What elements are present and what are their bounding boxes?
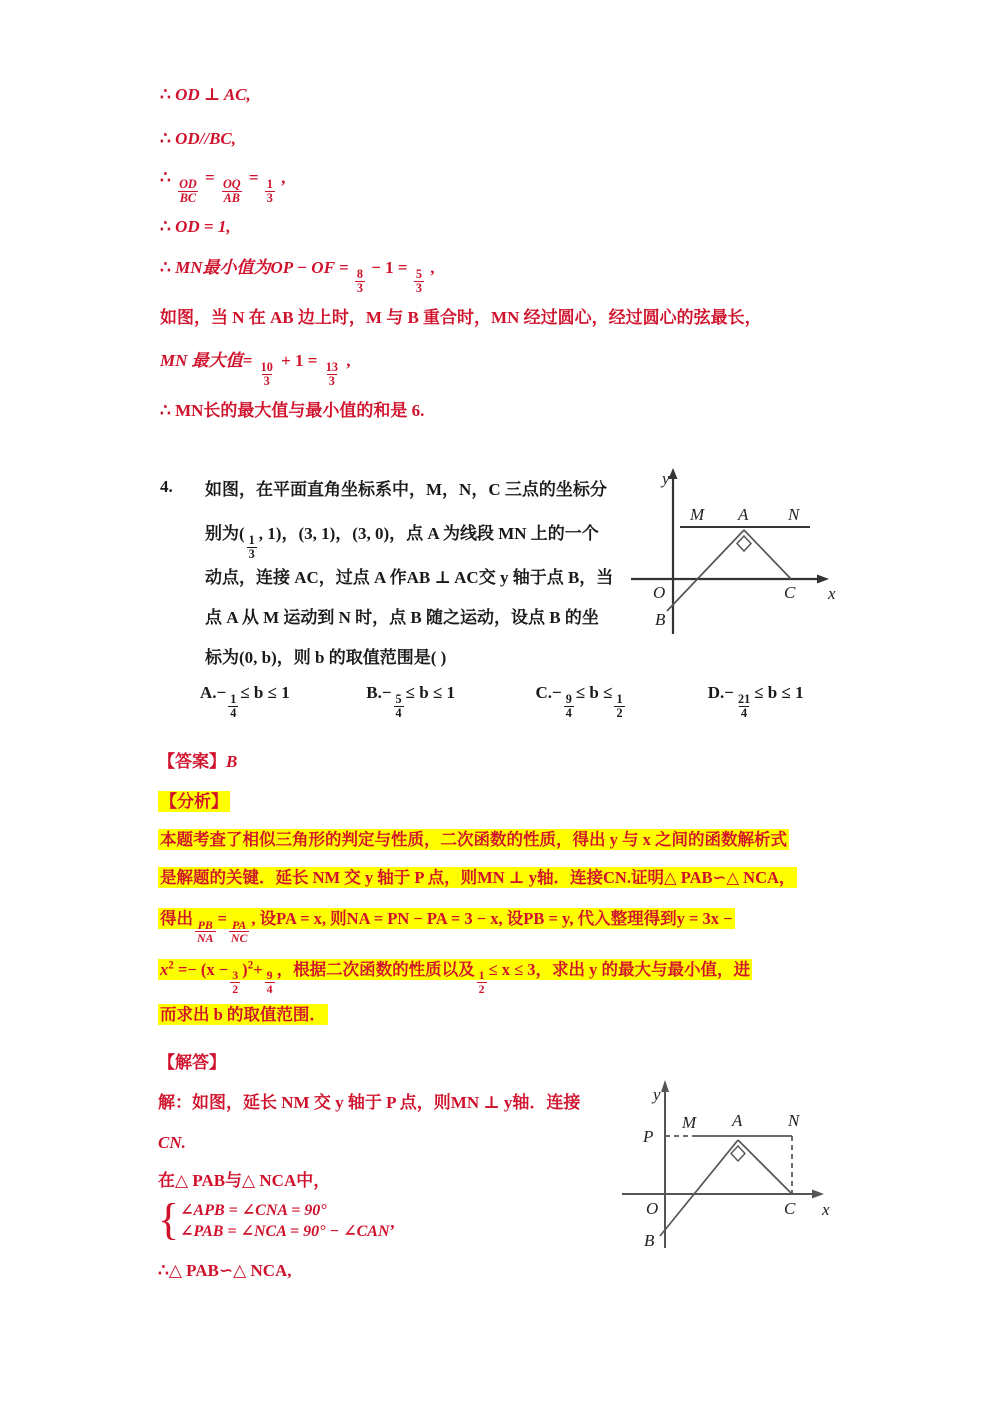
fraction-od-bc [177,178,199,205]
option-c-tail: ≤ b ≤ [575,683,613,702]
figure-label-n: N [788,1111,800,1130]
segment-ba [667,530,744,611]
option-c-label: C. [535,683,553,702]
analysis-line-1 [158,827,789,853]
fraction-denominator: 3 [248,546,255,561]
fraction-denominator: NC [230,931,248,946]
figure-label-o: O [653,583,666,602]
fraction-denominator: 4 [395,705,402,720]
figure-label-m: M [682,1113,697,1132]
figure-label-y-axis: y [653,1085,661,1104]
fraction-numerator: OD [179,177,197,192]
analysis-line-4-a: x [160,959,169,979]
option-c-fraction-2 [614,693,624,720]
therefore-symbol: ∴ [160,168,171,187]
fraction-denominator: 4 [230,705,237,720]
solution-line-4 [158,1258,292,1284]
exponent-2b: 2 [247,959,254,971]
figure-top-coordinate-diagram [625,462,850,642]
option-a-tail: ≤ b ≤ 1 [240,683,290,702]
proof-line-1-text: OD ⊥ AC, [175,85,251,104]
fraction-pb-na [195,919,216,945]
figure-label-p: P [643,1127,654,1146]
fraction-one-third [265,178,275,205]
fraction-denominator: 3 [328,373,335,388]
segment-ba [660,1140,738,1236]
proof-line-7-text-b: + 1 = [281,351,318,370]
figure-label-b: B [655,610,666,629]
fraction-denominator: AB [223,190,240,205]
figure-label-a: A [732,1111,743,1130]
proof-line-1 [160,82,251,108]
fraction-oq-ab [221,178,243,205]
x-axis-arrow-icon [812,1190,824,1199]
comma: , [346,351,351,370]
analysis-line-3-text [158,908,735,946]
fraction-denominator: 2 [478,981,485,996]
fraction-numerator: 13 [325,360,338,375]
solution-label: 【解答】 [158,1053,226,1072]
solution-line-2: CN. [158,1133,186,1152]
analysis-line-3-b: , 设PA = x, 则NA = PN − PA = 3 − x, 设PB = y, 代入整理得到y = 3x − [251,909,733,928]
fraction-numerator: PA [232,917,247,932]
option-d-minus: − [724,683,734,702]
fraction-numerator: 1 [248,533,255,548]
therefore-symbol: ∴ [160,258,171,277]
analysis-line-3-a: 得出 [160,909,193,928]
fraction-numerator: 3 [232,968,239,983]
fraction-numerator: 5 [395,692,402,707]
y-axis-arrow-icon [669,468,678,479]
system-equation-1: ∠APB = ∠CNA = 90° [180,1202,327,1219]
equals-sign: = [205,168,215,187]
solution-line-4-text: △ PAB∽△ NCA, [168,1261,292,1280]
figure-label-c: C [784,1199,796,1218]
option-c-fraction [564,693,574,720]
fraction-numerator: OQ [222,177,241,192]
figure-label-a: A [738,505,749,524]
analysis-line-4-c: ) [242,959,248,979]
option-a-label: A. [200,683,217,702]
analysis-line-4-f: ≤ x ≤ 3，求出 y 的最大与最小值，进 [488,959,751,979]
figure-label-n: N [788,505,800,524]
fraction-denominator: 4 [741,705,748,720]
figure-label-c: C [784,583,796,602]
solution-line-1: 解：如图，延长 NM 交 y 轴于 P 点，则MN ⊥ y轴．连接 [158,1093,581,1112]
fraction-thirteen-thirds [324,361,340,388]
fraction-denominator: NA [197,931,214,946]
fraction-nine-fourths [265,969,275,995]
figure-bottom-coordinate-diagram [610,1068,850,1258]
left-brace-icon: { [158,1195,180,1245]
analysis-line-4-text [158,959,752,996]
question-line-3: 动点，连接 AC，过点 A 作AB ⊥ AC交 y 轴于点 B，当 [205,568,614,587]
option-c[interactable] [536,683,704,720]
figure-label-x-axis: x [828,584,836,603]
fraction-denominator: 4 [565,705,572,720]
x-axis-arrow-icon [817,575,829,584]
fraction-numerator: 1 [266,177,273,192]
analysis-line-1-text: 本题考查了相似三角形的判定与性质，二次函数的性质，得出 y 与 x 之间的函数解析式 [160,830,787,849]
question-line-2 [205,521,599,561]
answer-line [158,749,237,775]
equation-system [158,1195,396,1245]
proof-line-7-text-a: MN 最大值= [160,351,253,370]
proof-line-5-text-a: MN最小值为OP − OF = [175,258,349,277]
fraction-numerator: 9 [565,692,572,707]
fraction-denominator: 2 [616,705,623,720]
fraction-denominator: 2 [232,981,239,996]
option-d[interactable] [708,683,804,720]
analysis-line-2-text: 是解题的关键．延长 NM 交 y 轴于 P 点，则MN ⊥ y轴．连接CN.证明△ PAB∽△ NCA， [160,868,796,887]
equals-sign: = [248,168,259,187]
question-options [200,683,804,720]
fraction-pa-nc [229,919,250,945]
right-angle-marker-a [737,536,751,551]
fraction-numerator: 9 [266,968,273,983]
analysis-line-4-d: + [253,959,263,979]
option-b-fraction [394,693,404,720]
solution-line-3: 在△ PAB与△ NCA中， [158,1171,331,1190]
proof-line-8-text: MN长的最大值与最小值的和是 6. [175,401,425,420]
fraction-numerator: 1 [230,692,237,707]
question-line-2-b: , 1)，(3, 1)，(3, 0)，点 A 为线段 MN 上的一个 [258,524,599,543]
proof-line-5 [160,255,434,295]
fraction-denominator: 3 [263,373,270,388]
option-a-minus: − [216,683,227,702]
option-d-tail: ≤ b ≤ 1 [754,683,804,702]
proof-line-8 [160,398,424,424]
answer-label: 【答案】 [158,752,226,771]
fraction-denominator: 3 [266,190,273,205]
fraction-one-third [247,534,257,561]
option-a[interactable] [200,683,362,720]
analysis-line-4 [158,952,752,995]
comma: , [430,258,435,277]
fraction-denominator: 3 [356,280,363,295]
analysis-line-5-text: 而求出 b 的取值范围． [160,1005,326,1024]
fraction-numerator: PB [197,917,213,932]
question-line-5-a: 标为(0, b)，则 b 的取值范围是 [205,648,431,667]
proof-line-4 [160,214,231,240]
option-c-minus: − [552,683,562,702]
y-axis-arrow-icon [661,1080,669,1092]
analysis-line-5 [158,1002,328,1028]
question-line-2-a: 别为( [205,524,245,543]
exponent-2: 2 [168,959,174,971]
system-equation-2: ∠PAB = ∠NCA = 90° − ∠CAN [180,1223,390,1240]
question-line-5 [205,645,446,671]
fraction-eight-thirds [355,268,365,295]
option-b-tail: ≤ b ≤ 1 [405,683,456,702]
question-line-1: 如图，在平面直角坐标系中，M，N，C 三点的坐标分 [205,480,607,499]
question-line-4: 点 A 从 M 运动到 N 时，点 B 随之运动，设点 B 的坐 [205,608,599,627]
figure-label-b: B [644,1231,655,1250]
fraction-numerator: 8 [356,267,363,282]
proof-line-2-text: OD//BC, [175,129,237,148]
figure-label-o: O [646,1199,659,1218]
system-trailing-mark: ’ [389,1221,396,1240]
answer-blank-parens: ( ) [430,648,447,667]
fraction-one-half [477,969,487,995]
figure-label-m: M [690,505,705,524]
therefore-symbol: ∴ [160,129,171,148]
proof-line-6: 如图，当 N 在 AB 边上时，M 与 B 重合时，MN 经过圆心，经过圆心的弦最长， [160,308,762,327]
option-b-label: B. [366,683,382,702]
equals-sign: = [217,909,227,928]
analysis-label-line [158,789,230,815]
figure-label-x-axis: x [822,1200,830,1219]
proof-line-7 [160,348,350,388]
fraction-denominator: BC [179,190,197,205]
analysis-label: 【分析】 [160,792,228,811]
analysis-line-3 [158,906,735,945]
proof-line-3 [160,165,285,205]
question-number: 4. [160,477,173,496]
option-a-fraction [228,693,238,720]
fraction-numerator: 1 [478,968,485,983]
option-d-fraction [736,693,752,720]
proof-line-2 [160,126,236,152]
option-b[interactable] [366,683,531,720]
segment-ac [738,1140,792,1194]
analysis-line-2 [158,865,797,891]
analysis-line-4-e: ，根据二次函数的性质以及 [276,959,475,979]
therefore-symbol: ∴ [160,85,171,104]
proof-line-5-text-b: − 1 = [371,258,408,277]
fraction-denominator: 4 [266,981,273,996]
therefore-symbol: ∴ [160,401,171,420]
comma: , [281,168,286,187]
fraction-five-thirds [414,268,424,295]
option-d-label: D. [707,683,725,702]
fraction-numerator: 5 [415,267,422,282]
option-b-minus: − [381,683,392,702]
proof-line-4-text: OD = 1, [175,217,231,236]
therefore-symbol: ∴ [160,217,171,236]
fraction-denominator: 3 [415,280,422,295]
right-angle-marker-a [731,1146,745,1161]
fraction-numerator: 1 [616,692,623,707]
fraction-numerator: 21 [737,692,751,707]
answer-value: B [226,752,238,771]
fraction-three-halves [230,969,240,995]
analysis-line-4-b: =− (x − [177,959,229,979]
figure-label-y-axis: y [662,469,670,488]
segment-ac [744,530,791,579]
fraction-ten-thirds [259,361,275,388]
therefore-symbol: ∴ [158,1261,169,1280]
fraction-numerator: 10 [260,360,273,375]
